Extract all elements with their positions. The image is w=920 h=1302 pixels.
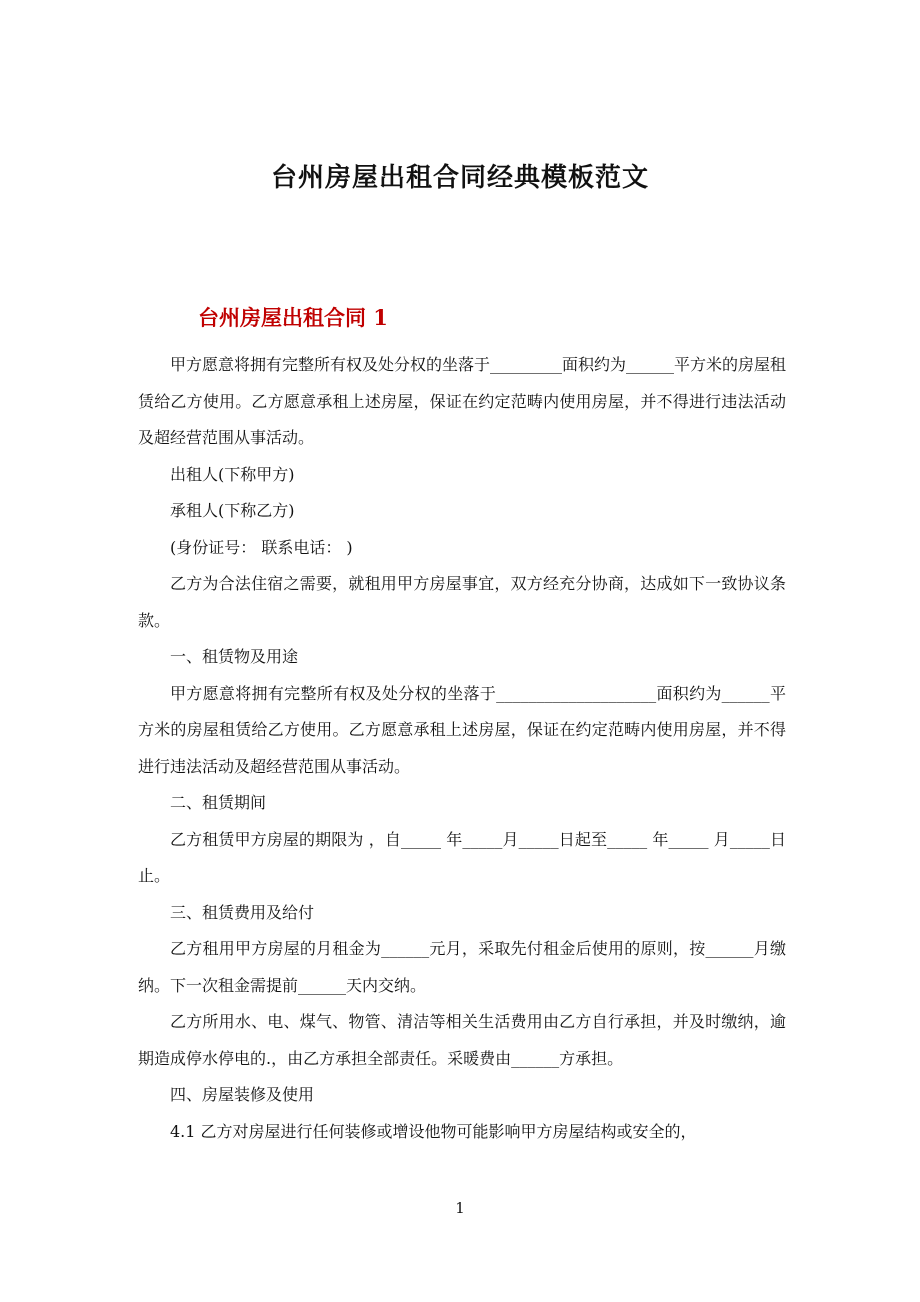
paragraph-premises: 甲方愿意将拥有完整所有权及处分权的坐落于____________________面积约为______平方米的房屋租赁给乙方使用。乙方愿意承租上述房屋，保证在约定范畴内使用房屋，并不得进行违法活动及超经营范围从事活动。 (138, 683, 786, 776)
clause-heading-4: 四、房屋装修及使用 (170, 1085, 315, 1104)
clause-heading-3: 三、租赁费用及给付 (170, 902, 315, 922)
paragraph-lessee: 承租人(下称乙方) (170, 501, 295, 520)
paragraph-rent: 乙方租用甲方房屋的月租金为______元月，采取先付租金后使用的原则，按______月缴纳。下一次租金需提前______天内交纳。 (138, 939, 786, 995)
paragraph-agreement: 乙方为合法住宿之需要，就租用甲方房屋事宜，双方经充分协商，达成如下一致协议条款。 (138, 574, 786, 630)
paragraph-utilities: 乙方所用水、电、煤气、物管、清洁等相关生活费用由乙方自行承担，并及时缴纳，逾期造成停水停电的.，由乙方承担全部责任。采暖费由______方承担。 (138, 1012, 786, 1068)
paragraph-id-contact: (身份证号： 联系电话： ) (170, 537, 353, 557)
paragraph-lessor: 出租人(下称甲方) (170, 464, 295, 484)
page-number: 1 (455, 1199, 465, 1217)
paragraph-premises-intro: 甲方愿意将拥有完整所有权及处分权的坐落于_________面积约为______平方米的房屋租赁给乙方使用。乙方愿意承租上述房屋，保证在约定范畴内使用房屋，并不得进行违法活动及超经营范围从事活动。 (138, 355, 787, 447)
page-title: 台州房屋出租合同经典模板范文 (270, 163, 649, 193)
contract-body (138, 347, 786, 1150)
clause-heading-1: 一、租赁物及用途 (170, 647, 299, 666)
section-heading: 台州房屋出租合同 1 (198, 305, 388, 330)
paragraph-term: 乙方租赁甲方房屋的期限为 ，自_____ 年_____月_____日起至_____ 年_____ 月_____日止。 (138, 829, 786, 885)
paragraph-renovation: 4.1 乙方对房屋进行任何装修或增设他物可能影响甲方房屋结构或安全的， (170, 1121, 697, 1141)
clause-heading-2: 二、租赁期间 (170, 793, 267, 812)
